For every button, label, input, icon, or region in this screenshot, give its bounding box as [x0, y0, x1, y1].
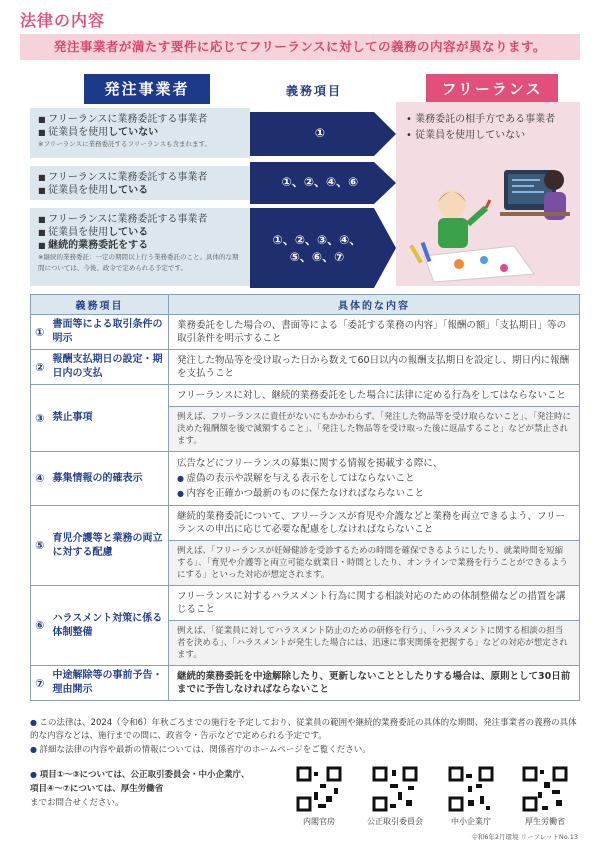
client-group-2: [30, 166, 250, 200]
footnotes: [30, 716, 580, 757]
contact-line: ● 項目①～③については、公正取引委員会・中小企業庁、: [30, 768, 320, 782]
qr-code-icon[interactable]: [448, 766, 494, 812]
client-line: ■ 従業員を使用している: [38, 184, 242, 197]
table-row: [31, 666, 580, 701]
col-content-header: 具体的な内容: [169, 295, 580, 315]
contact-line: 項目④～⑦については、厚生労働省: [30, 784, 164, 794]
row-item-name: 募集情報の的確表示: [49, 452, 169, 506]
table-row: [31, 506, 580, 541]
row-content: 継続的業務委託を中途解除したり、更新しないこととしたりする場合は、原則として30日前までに予告しなければならないこと: [169, 666, 580, 701]
items-header: 義務項目: [286, 84, 343, 98]
row-number: ⑥: [31, 586, 49, 666]
table-row: [31, 350, 580, 385]
row-content-lead: 広告などにフリーランスの募集に関する情報を掲載する際に、: [177, 458, 443, 469]
table-row: [31, 586, 580, 621]
row-example: 例えば、フリーランスに責任がないにもかかわらず、「発注した物品等を受け取らないこと」、「発注時に決めた報酬額を後で減額すること」、「発注した物品等を受け取った後に返品すること」などが禁止されます。: [169, 407, 580, 452]
freelance-conditions: [406, 112, 555, 144]
row-content: [169, 452, 580, 506]
freelance-condition: • 業務委託の相手方である事業者: [406, 112, 555, 128]
col-item-header: 義務項目: [31, 295, 169, 315]
client-note: ※継続的業務委託：一定の期間以上行う業務委託のこと。具体的な期間については、今後、政令で定められる予定です。: [38, 253, 239, 272]
footnote: ● この法律は、2024（令和6）年秋ごろまでの施行を予定しており、従業員の範囲や継続的業務委託の具体的な期間、発注事業者の義務の具体的な内容などは、施行までの間に、政省令・告示などで定められる予定です。: [30, 716, 580, 743]
row-number: ②: [31, 350, 49, 385]
qr-label: 中小企業庁: [451, 817, 491, 826]
table-header-row: [31, 295, 580, 315]
qr-label: 公正取引委員会: [367, 817, 423, 826]
qr-code-icon[interactable]: [522, 766, 568, 812]
row-number: ⑦: [31, 666, 49, 701]
page-subtitle: 発注事業者が満たす要件に応じてフリーランスに対しての義務の内容が異なります。: [20, 34, 580, 60]
row-number: ③: [31, 385, 49, 452]
qr-label: 厚生労働省: [525, 817, 565, 826]
client-group-1: [30, 108, 250, 158]
freelance-condition: • 従業員を使用していない: [406, 128, 555, 144]
client-line: ■ 継続的業務委託をする: [38, 239, 242, 252]
qr-label: 内閣官房: [303, 817, 335, 826]
group-2-items: ①、②、④、⑥: [281, 175, 359, 189]
duty-table: [30, 294, 580, 701]
client-line: ■ 従業員を使用している: [38, 226, 242, 239]
row-number: ④: [31, 452, 49, 506]
client-header: 発注事業者: [84, 74, 210, 104]
row-item-name: 報酬支払期日の設定・期日内の支払: [49, 350, 169, 385]
freelancer-illustration: [404, 146, 574, 286]
row-content: 業務委託をした場合の、書面等による「委託する業務の内容」「報酬の額」「支払期日」等の取引条件を明示すること: [169, 315, 580, 350]
row-item-name: ハラスメント対策に係る体制整備: [49, 586, 169, 666]
row-number: ⑤: [31, 506, 49, 586]
row-example: 例えば、「フリーランスが妊婦健診を受診するための時間を確保できるようにしたり、就業時間を短縮する」、「育児や介護等と両立可能な就業日・時間としたり、オンラインで業務を行うことができるようにする」といった対応が想定されます。: [169, 541, 580, 586]
row-content: 発注した物品等を受け取った日から数えて60日以内の報酬支払期日を設定し、期日内に報酬を支払うこと: [169, 350, 580, 385]
row-example: 例えば、「従業員に対してハラスメント防止のための研修を行う」、「ハラスメントに関する相談の担当者を決める」、「ハラスメントが発生した場合には、迅速に事実関係を把握する」などの対応が想定されます。: [169, 621, 580, 666]
row-item-name: 禁止事項: [49, 385, 169, 452]
freelance-panel: [396, 102, 580, 286]
contact-line: までお問合せください。: [30, 798, 124, 808]
row-item-name: 書面等による取引条件の明示: [49, 315, 169, 350]
row-content-bullet: ● 虚偽の表示や誤解を与える表示をしてはならないこと: [177, 471, 571, 486]
row-content: 継続的業務委託について、フリーランスが育児や介護などと業務を両立できるよう、フリーランスの申出に応じて必要な配慮をしなければならないこと: [169, 506, 580, 541]
client-line: ■ フリーランスに業務委託する事業者: [38, 213, 242, 226]
client-group-3: [30, 208, 250, 286]
row-item-name: 育児介護等と業務の両立に対する配慮: [49, 506, 169, 586]
client-line: ■ フリーランスに業務委託する事業者: [38, 171, 242, 184]
row-content-bullet: ● 内容を正確かつ最新のものに保たなければならないこと: [177, 486, 571, 501]
row-content: フリーランスに対し、継続的業務委託をした場合に法律に定める行為をしてはならないこと: [169, 385, 580, 407]
table-row: [31, 452, 580, 506]
freelance-header: フリーランス: [426, 74, 558, 104]
row-number: ①: [31, 315, 49, 350]
qr-code-icon[interactable]: [372, 766, 418, 812]
client-line: ■ 従業員を使用していない: [38, 126, 242, 139]
table-row: [31, 385, 580, 407]
group-1-items: ①: [314, 126, 326, 140]
group-3-items: ①、②、③、④、⑤、⑥、⑦: [272, 233, 362, 264]
qr-code-icon[interactable]: [296, 766, 342, 812]
table-row: [31, 315, 580, 350]
contact-info: [30, 768, 320, 810]
client-line: ■ フリーランスに業務委託する事業者: [38, 113, 242, 126]
leaflet-number: 令和6年2月環境 リーフレットNo.13: [471, 833, 578, 841]
row-content: フリーランスに対するハラスメント行為に関する相談対応のための体制整備などの措置を講じること: [169, 586, 580, 621]
row-item-name: 中途解除等の事前予告・理由開示: [49, 666, 169, 701]
page-title: 法律の内容: [20, 11, 106, 30]
footnote: ● 詳細な法律の内容や最新の情報については、関係省庁のホームページをご覧ください。: [30, 743, 580, 757]
client-note: ※フリーランスに業務委託するフリーランスも含まれます。: [38, 140, 212, 148]
